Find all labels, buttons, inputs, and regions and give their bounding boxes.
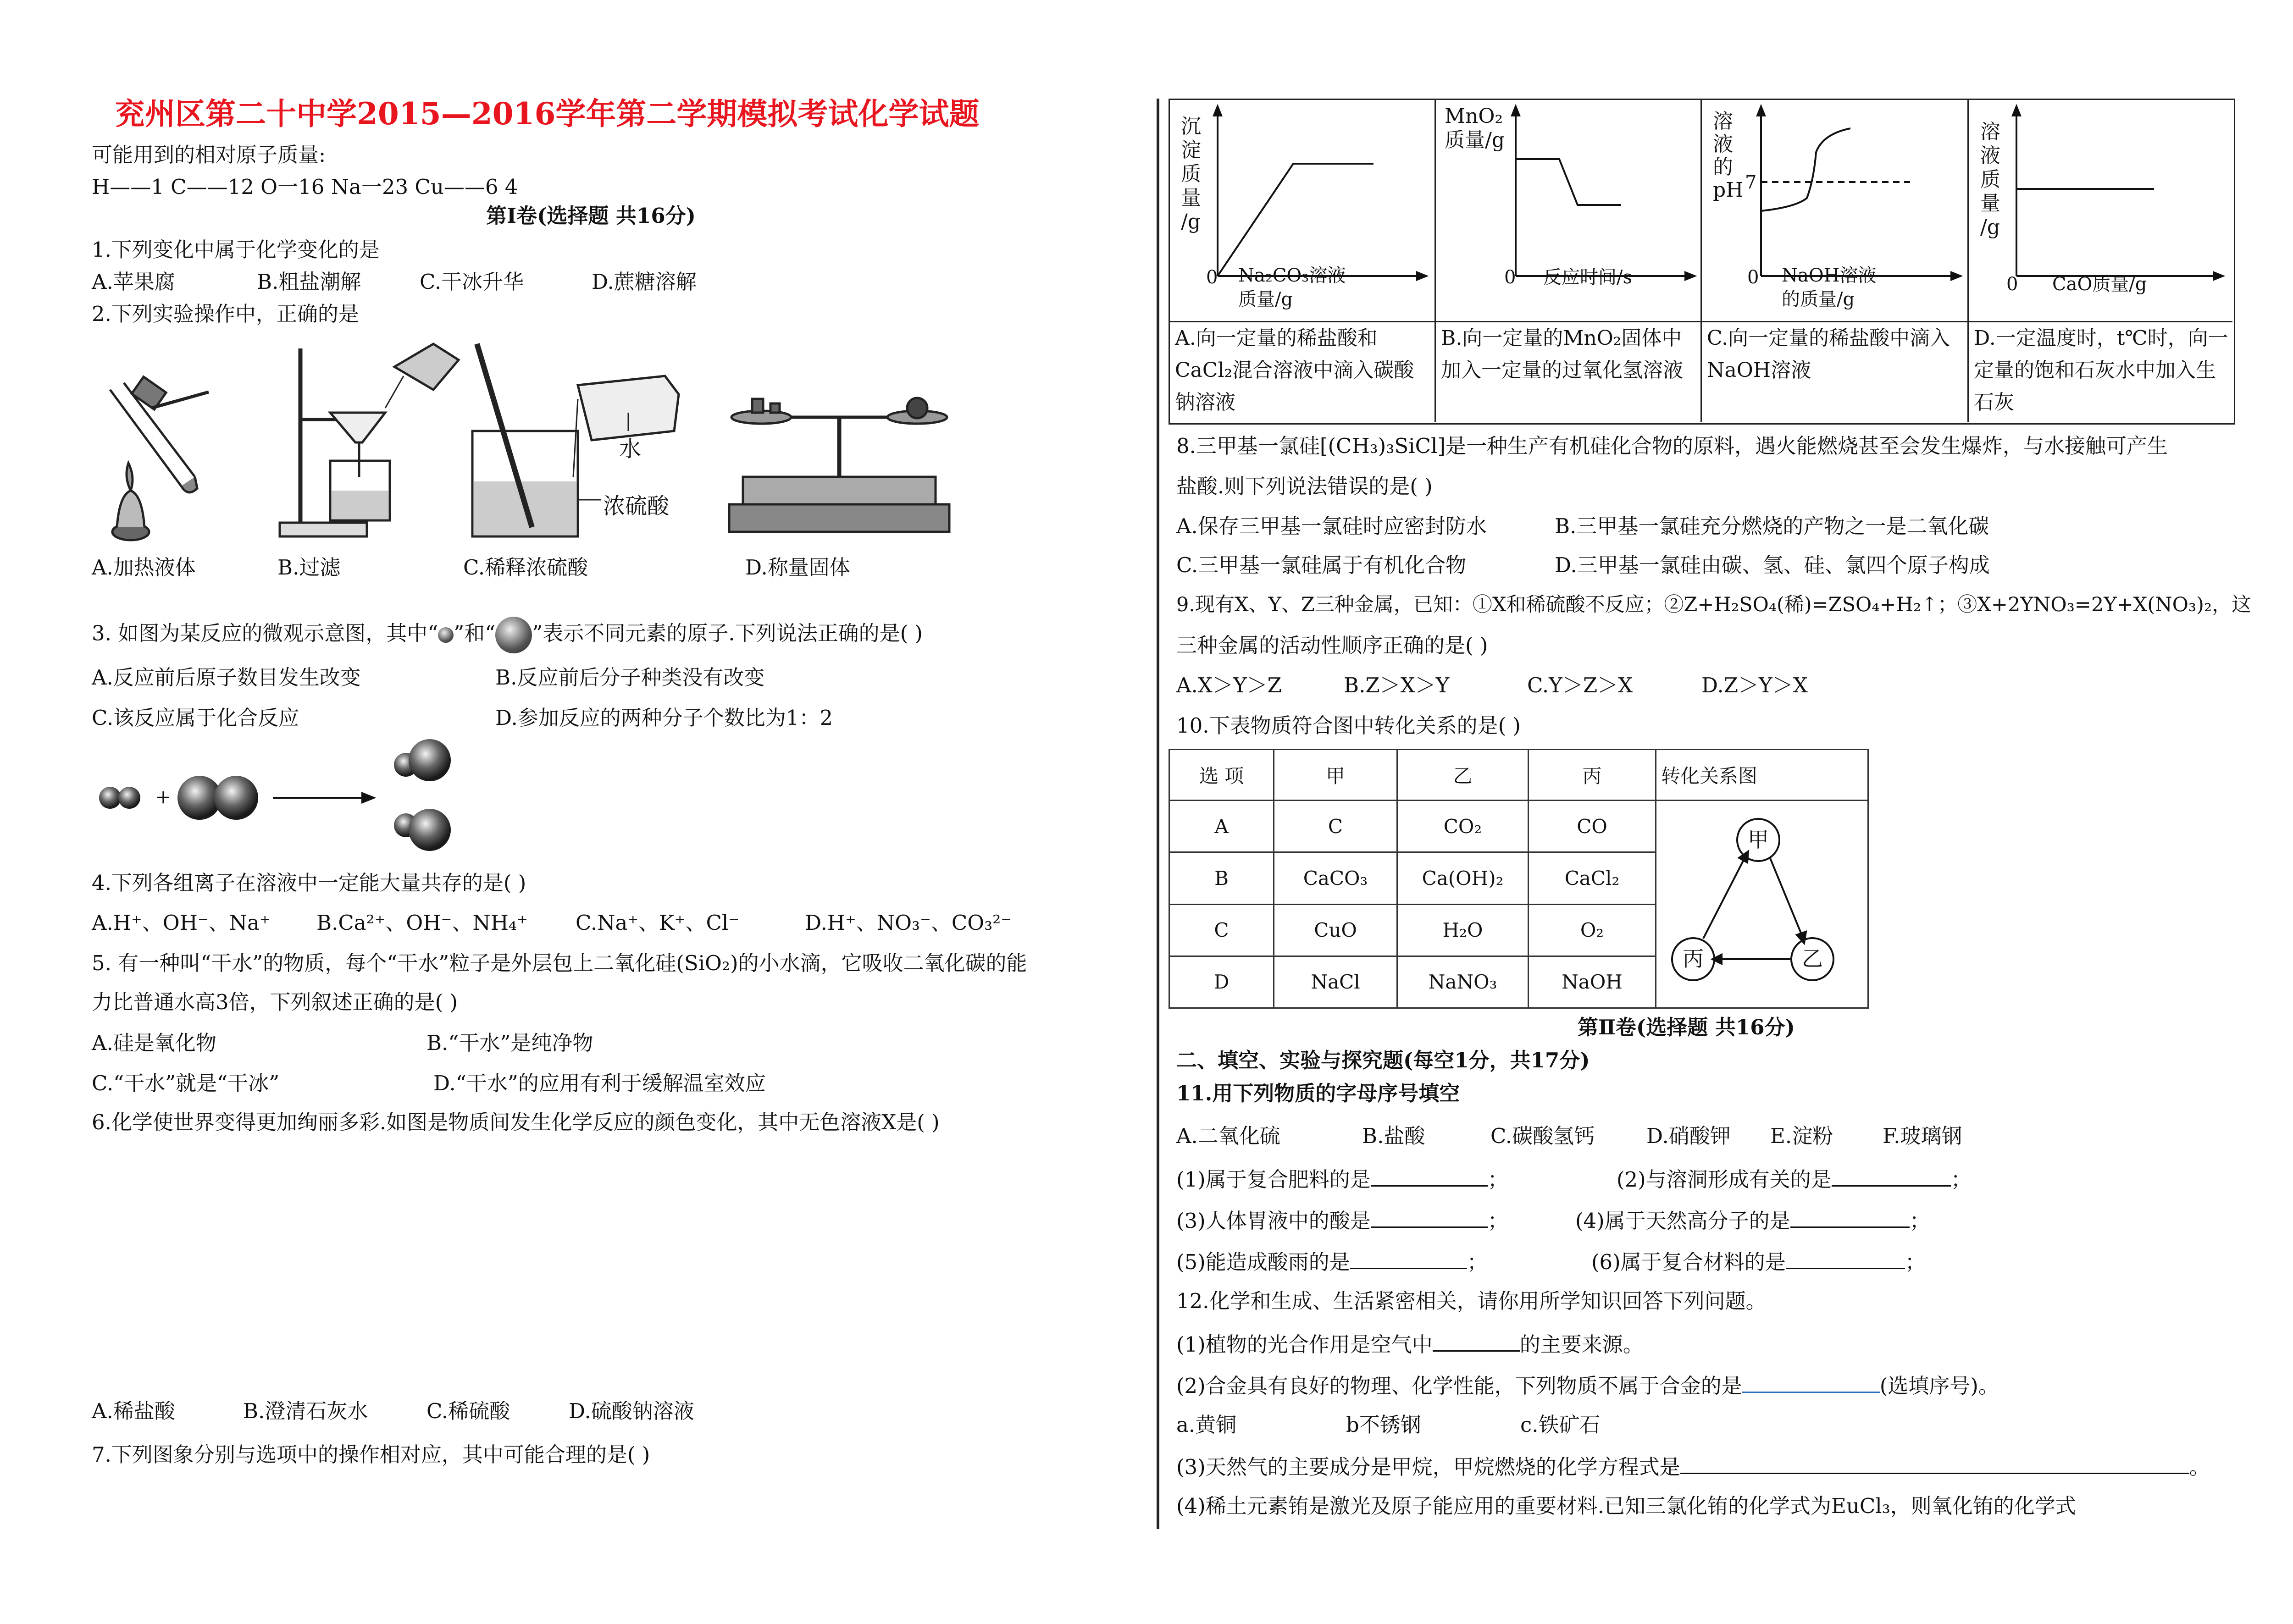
q12-part2: [1176, 1373, 1999, 1396]
q12-part2-text-b: (选填序号)。: [1879, 1374, 1999, 1398]
q11-item-3-text: (3)人体胃液中的酸是: [1176, 1209, 1371, 1233]
q10-header-option: 选 项: [1169, 750, 1274, 801]
q7-stem: 7.下列图象分别与选项中的操作相对应，其中可能合理的是( ): [92, 1442, 650, 1467]
q7-graph-c-xlabel: NaOH溶液 的质量/g: [1782, 265, 1877, 310]
column-divider: [1157, 99, 1159, 1529]
q5-stem-line2: 力比普通水高3倍，下列叙述正确的是( ): [92, 990, 458, 1014]
node-jia-label: 甲: [1748, 828, 1769, 851]
q10-row-b-bing: CaCl₂: [1529, 852, 1656, 904]
q7-graph-c-tick-7: 7: [1745, 172, 1757, 193]
q12-part2-opt-b: b不锈钢: [1346, 1413, 1421, 1437]
q12-part1: [1176, 1332, 1644, 1355]
q10-row-d-yi: NaNO₃: [1397, 956, 1529, 1008]
q10-row-a-yi: CO₂: [1397, 801, 1529, 852]
page-title: 兖州区第二十中学2015—2016学年第二学期模拟考试化学试题: [115, 96, 980, 132]
q12-part2-opt-c: c.铁矿石: [1520, 1413, 1601, 1437]
q7-graph-b-xlabel: 反应时间/s: [1543, 267, 1633, 288]
q9-stem-line1: 9.现有X、Y、Z三种金属，已知：①X和稀硫酸不反应；②Z+H₂SO₄(稀)=ZSO₄+H₂↑；③X+2YNO₃=2Y+X(NO₃)₂，这: [1176, 593, 2252, 616]
q4-option-d: D.H⁺、NO₃⁻、CO₃²⁻: [805, 911, 1012, 935]
q10-row-b-jia: CaCO₃: [1274, 852, 1397, 904]
q1-option-c: C.干冰升华: [420, 270, 524, 294]
product-molecule-1: [394, 739, 451, 781]
q8-option-d: D.三甲基一氯硅由碳、氢、硅、氯四个原子构成: [1555, 553, 1990, 577]
q10-row-c-yi: H₂O: [1397, 904, 1529, 956]
part2-header: 第Ⅱ卷(选择题 共16分): [1578, 1015, 1795, 1039]
q11-sep-4: ；: [1909, 1209, 1930, 1233]
q12-part3-text: (3)天然气的主要成分是甲烷，甲烷燃烧的化学方程式是: [1176, 1455, 1680, 1479]
q12-part1-text-a: (1)植物的光合作用是空气中: [1176, 1332, 1433, 1357]
q11-choice-f: F.玻璃钢: [1883, 1124, 1962, 1148]
q7-graph-b-ylabel: MnO₂ 质量/g: [1445, 105, 1505, 152]
q11-stem: 11.用下列物质的字母序号填空: [1176, 1081, 1460, 1105]
q11-answer-2[interactable]: [1832, 1167, 1951, 1187]
mno2-mass-curve: [1516, 159, 1621, 205]
reaction-arrow: [273, 793, 374, 802]
q10-table: [1169, 749, 1869, 1009]
q10-row-d-label: D: [1169, 956, 1274, 1008]
q11-sep-5: ；: [1467, 1250, 1488, 1274]
q12-part4: (4)稀土元素铕是激光及原子能应用的重要材料.已知三氯化铕的化学式为EuCl₃，则氧化铕的化学式: [1176, 1494, 2076, 1518]
q10-row-d-bing: NaOH: [1529, 956, 1656, 1008]
q9-option-a: A.X＞Y＞Z: [1176, 673, 1282, 697]
q11-item-4-text: (4)属于天然高分子的是: [1575, 1209, 1790, 1233]
q10-row-c-label: C: [1169, 904, 1274, 956]
q11-item-5-text: (5)能造成酸雨的是: [1176, 1250, 1350, 1274]
q11-answer-6[interactable]: [1786, 1249, 1905, 1269]
large-atom-molecule: [177, 776, 258, 820]
q7-col-divider-1: [1435, 99, 1436, 422]
q7-graph-a-xlabel: Na₂CO₃溶液 质量/g: [1238, 265, 1346, 310]
q6-option-c: C.稀硫酸: [426, 1399, 510, 1423]
filtration-illustration: [280, 344, 459, 536]
q11-sep-2: ；: [1950, 1167, 1972, 1192]
q11-sep-6: ；: [1905, 1250, 1926, 1274]
q10-transformation-diagram: [1656, 801, 1867, 1003]
q11-sep-3: ；: [1487, 1209, 1508, 1233]
precipitate-curve: [1218, 164, 1374, 276]
q8-option-b: B.三甲基一氯硅充分燃烧的产物之一是二氧化碳: [1555, 514, 1989, 538]
q10-row-a-bing: CO: [1529, 801, 1656, 852]
q5-option-c: C.“干水”就是“干冰”: [92, 1071, 280, 1095]
q10-row-c-jia: CuO: [1274, 904, 1397, 956]
q5-option-d: D.“干水”的应用有利于缓解温室效应: [433, 1071, 766, 1095]
q11-item-3: [1176, 1208, 1508, 1231]
q7-option-a: A.向一定量的稀盐酸和CaCl₂混合溶液中滴入碳酸钠溶液: [1175, 326, 1414, 414]
q5-stem-line1: 5. 有一种叫“干水”的物质，每个“干水”粒子是外层包上二氧化硅(SiO₂)的小水滴，它吸收二氧化碳的能: [92, 951, 1027, 975]
q7-graph-a-origin: 0: [1206, 267, 1218, 288]
q3-option-b: B.反应前后分子种类没有改变: [495, 665, 765, 690]
q10-stem: 10.下表物质符合图中转化关系的是( ): [1176, 713, 1521, 738]
q3-reaction-diagram: [92, 738, 504, 857]
q3-option-a: A.反应前后原子数目发生改变: [92, 665, 361, 690]
q10-row-c-bing: O₂: [1529, 904, 1656, 956]
q10-header-bing: 丙: [1529, 750, 1656, 801]
balance-illustration: [729, 398, 949, 532]
q12-answer-1[interactable]: [1433, 1332, 1520, 1352]
q7-graph-d-ylabel: 溶 液 质 量 /g: [1980, 120, 2000, 239]
q11-answer-3[interactable]: [1371, 1208, 1488, 1228]
transformation-arrows: [1703, 851, 1806, 964]
q2-option-c: C.稀释浓硫酸: [463, 555, 588, 580]
q4-option-b: B.Ca²⁺、OH⁻、NH₄⁺: [316, 911, 528, 935]
ph-curve: [1761, 128, 1850, 211]
node-yi-label: 乙: [1802, 947, 1823, 971]
q12-answer-3[interactable]: [1680, 1454, 2189, 1474]
q12-part3-end: 。: [2189, 1455, 2210, 1479]
q1-option-d: D.蔗糖溶解: [592, 270, 697, 294]
q12-part1-text-b: 的主要来源。: [1519, 1332, 1644, 1357]
q12-part2-text-a: (2)合金具有良好的物理、化学性能，下列物质不属于合金的是: [1176, 1374, 1742, 1398]
q11-item-6: [1591, 1249, 1926, 1272]
q6-option-b: B.澄清石灰水: [243, 1399, 368, 1423]
q10-row-b-label: B: [1169, 852, 1274, 904]
q11-item-5: [1176, 1249, 1488, 1272]
node-bing-label: 丙: [1683, 947, 1704, 971]
q11-item-2: [1617, 1167, 1972, 1190]
q11-item-1-text: (1)属于复合肥料的是: [1176, 1167, 1371, 1192]
q7-col-divider-3: [1967, 99, 1969, 422]
q11-item-1: [1176, 1167, 1508, 1190]
atomic-mass-label: 可能用到的相对原子质量:: [92, 143, 326, 167]
part1-header: 第Ⅰ卷(选择题 共16分): [486, 204, 696, 228]
q11-item-4: [1575, 1208, 1930, 1231]
q3-stem-part-a: 3. 如图为某反应的微观示意图，其中“: [92, 621, 438, 646]
q2-option-a: A.加热液体: [92, 555, 196, 580]
q11-choice-a: A.二氧化硫: [1176, 1124, 1280, 1148]
q8-stem-line2: 盐酸.则下列说法错误的是( ): [1176, 474, 1433, 498]
atomic-mass-values: H——1 C——12 O一16 Na一23 Cu——6 4: [92, 175, 518, 199]
q2-stem: 2.下列实验操作中，正确的是: [92, 302, 359, 326]
large-atom-icon: [495, 617, 532, 653]
q4-option-c: C.Na⁺、K⁺、Cl⁻: [576, 911, 740, 935]
q11-choice-b: B.盐酸: [1362, 1124, 1425, 1148]
q2-apparatus-figure: [92, 339, 963, 546]
q2-option-b: B.过滤: [277, 555, 341, 580]
q3-stem: [92, 617, 923, 653]
q2-option-d: D.称量固体: [745, 555, 850, 580]
product-molecule-2: [394, 809, 451, 851]
q9-stem-line2: 三种金属的活动性顺序正确的是( ): [1176, 633, 1488, 657]
q11-choice-c: C.碳酸氢钙: [1490, 1124, 1595, 1148]
q3-stem-part-c: ”表示不同元素的原子.下列说法正确的是( ): [532, 621, 923, 646]
q5-option-b: B.“干水”是纯净物: [426, 1031, 593, 1055]
q6-stem: 6.化学使世界变得更加绚丽多彩.如图是物质间发生化学反应的颜色变化，其中无色溶液X是( ): [92, 1110, 940, 1134]
section2-header: 二、填空、实验与探究题(每空1分，共17分): [1176, 1048, 1590, 1072]
q8-option-a: A.保存三甲基一氯硅时应密封防水: [1176, 514, 1487, 538]
q10-row-a-label: A: [1169, 801, 1274, 852]
q12-part3: [1176, 1454, 2210, 1477]
q7-graph-d-xlabel: CaO质量/g: [2052, 274, 2147, 295]
q10-header-diagram: 转化关系图: [1656, 750, 1868, 801]
q10-diagram-cell: [1656, 801, 1868, 1008]
water-label: 水: [619, 437, 642, 461]
q7-graph-d-origin: 0: [2006, 274, 2018, 295]
q9-option-c: C.Y＞Z＞X: [1527, 673, 1633, 697]
small-atom-icon: [438, 627, 454, 643]
q7-graph-c-ylabel: 溶 液 的 pH: [1713, 110, 1744, 202]
plus-sign: +: [156, 784, 171, 812]
concentrated-acid-label: 浓硫酸: [603, 494, 670, 519]
q1-stem: 1.下列变化中属于化学变化的是: [92, 238, 380, 262]
q11-item-6-text: (6)属于复合材料的是: [1591, 1250, 1786, 1274]
q1-option-b: B.粗盐潮解: [257, 270, 361, 294]
q11-choice-d: D.硝酸钾: [1646, 1124, 1731, 1148]
q12-stem: 12.化学和生成、生活紧密相关，请你用所学知识回答下列问题。: [1176, 1289, 1767, 1313]
q9-option-d: D.Z＞Y＞X: [1701, 673, 1808, 697]
q1-option-a: A.苹果腐: [92, 270, 175, 294]
q11-answer-1[interactable]: [1371, 1167, 1488, 1187]
q8-option-c: C.三甲基一氯硅属于有机化合物: [1176, 553, 1467, 577]
small-atom-molecule: [99, 787, 140, 809]
q8-stem-line1: 8.三甲基一氯硅[(CH₃)₃SiCl]是一种生产有机硅化合物的原料，遇火能燃烧甚至会发生爆炸，与水接触可产生: [1176, 434, 2168, 458]
q6-option-a: A.稀盐酸: [92, 1399, 175, 1423]
q7-option-b: B.向一定量的MnO₂固体中加入一定量的过氧化氢溶液: [1441, 326, 1683, 382]
q11-item-2-text: (2)与溶洞形成有关的是: [1617, 1167, 1832, 1192]
q9-option-b: B.Z＞X＞Y: [1344, 673, 1450, 697]
test-tube-heating-illustration: [110, 377, 209, 540]
q11-answer-4[interactable]: [1790, 1208, 1910, 1228]
q11-answer-5[interactable]: [1350, 1249, 1467, 1269]
q12-part2-opt-a: a.黄铜: [1176, 1413, 1237, 1437]
q7-graph-c-origin: 0: [1747, 267, 1759, 288]
q6-option-d: D.硫酸钠溶液: [569, 1399, 694, 1423]
q10-row-d-jia: NaCl: [1274, 956, 1397, 1008]
q7-option-d: D.一定温度时，t℃时，向一定量的饱和石灰水中加入生石灰: [1974, 326, 2228, 414]
q11-choice-e: E.淀粉: [1770, 1124, 1833, 1148]
q7-option-c: C.向一定量的稀盐酸中滴入NaOH溶液: [1707, 326, 1950, 382]
q7-graph-b-origin: 0: [1504, 267, 1516, 288]
q7-col-divider-2: [1700, 99, 1702, 422]
q3-option-c: C.该反应属于化合反应: [92, 706, 299, 730]
q12-answer-2[interactable]: [1742, 1373, 1880, 1393]
q5-option-a: A.硅是氧化物: [92, 1031, 216, 1055]
q4-stem: 4.下列各组离子在溶液中一定能大量共存的是( ): [92, 871, 526, 895]
q10-header-yi: 乙: [1397, 750, 1529, 801]
q11-sep-1: ；: [1487, 1167, 1508, 1192]
q7-graph-a-ylabel: 沉 淀 质 量 /g: [1181, 115, 1201, 233]
q4-option-a: A.H⁺、OH⁻、Na⁺: [92, 911, 271, 935]
q10-row-b-yi: Ca(OH)₂: [1397, 852, 1529, 904]
q10-header-jia: 甲: [1274, 750, 1397, 801]
q3-option-d: D.参加反应的两种分子个数比为1：2: [495, 706, 833, 730]
q10-row-a-jia: C: [1274, 801, 1397, 852]
q3-stem-part-b: ”和“: [454, 621, 496, 646]
